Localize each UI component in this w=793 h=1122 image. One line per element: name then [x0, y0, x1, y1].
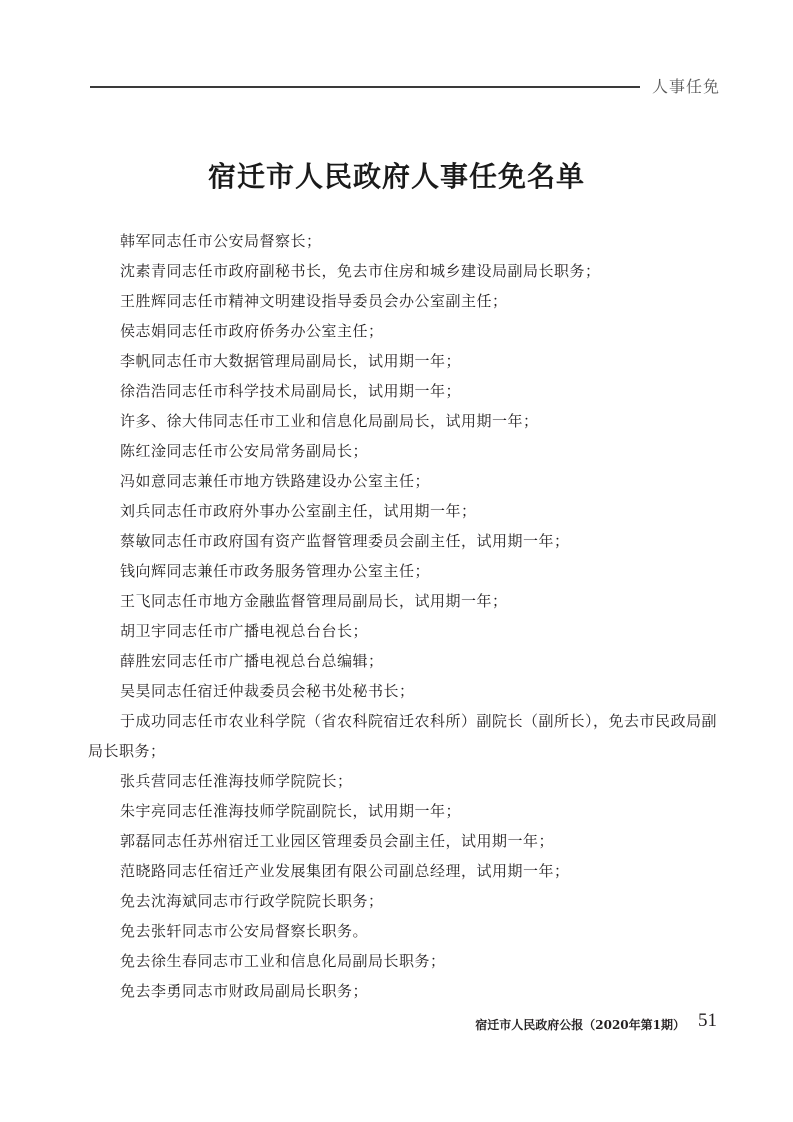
appointment-list [88, 226, 718, 1006]
list-item: 钱向辉同志兼任市政务服务管理办公室主任； [120, 562, 431, 580]
list-item: 侯志娟同志任市政府侨务办公室主任； [120, 322, 384, 340]
page-number: 51 [698, 1010, 717, 1031]
list-item: 免去李勇同志市财政局副局长职务； [120, 982, 369, 1000]
list-item: 免去徐生春同志市工业和信息化局副局长职务； [120, 952, 446, 970]
list-item: 李帆同志任市大数据管理局副局长，试用期一年； [120, 352, 462, 370]
list-item: 郭磊同志任苏州宿迁工业园区管理委员会副主任，试用期一年； [120, 832, 555, 850]
list-item: 胡卫宇同志任市广播电视总台台长； [120, 622, 369, 640]
publication-footer: 宿迁市人民政府公报（2020年第1期） [475, 1018, 685, 1032]
section-tag: 人事任免 [652, 77, 721, 96]
list-item: 范晓路同志任宿迁产业发展集团有限公司副总经理，试用期一年； [120, 862, 570, 880]
list-item: 王胜辉同志任市精神文明建设指导委员会办公室副主任； [120, 292, 508, 310]
list-item: 于成功同志任市农业科学院（省农科院宿迁农科所）副院长（副所长），免去市民政局副局长职务； [88, 712, 718, 760]
list-item: 免去沈海斌同志市行政学院院长职务； [120, 892, 384, 910]
list-item: 刘兵同志任市政府外事办公室副主任，试用期一年； [120, 502, 477, 520]
list-item: 免去张轩同志市公安局督察长职务。 [120, 922, 369, 940]
list-item: 薛胜宏同志任市广播电视总台总编辑； [120, 652, 384, 670]
list-item: 许多、徐大伟同志任市工业和信息化局副局长，试用期一年； [120, 412, 539, 430]
document-title: 宿迁市人民政府人事任免名单 [207, 160, 585, 193]
list-item: 冯如意同志兼任市地方铁路建设办公室主任； [120, 472, 431, 490]
list-item: 徐浩浩同志任市科学技术局副局长，试用期一年； [120, 382, 462, 400]
list-item: 朱宇亮同志任淮海技师学院副院长，试用期一年； [120, 802, 462, 820]
list-item: 韩军同志任市公安局督察长； [120, 232, 322, 250]
list-item: 王飞同志任市地方金融监督管理局副局长，试用期一年； [120, 592, 508, 610]
list-item: 吴昊同志任宿迁仲裁委员会秘书处秘书长； [120, 682, 415, 700]
list-item: 沈素青同志任市政府副秘书长，免去市住房和城乡建设局副局长职务； [120, 262, 601, 280]
list-item: 陈红淦同志任市公安局常务副局长； [120, 442, 369, 460]
header-rule [90, 86, 640, 88]
list-item: 张兵营同志任淮海技师学院院长； [120, 772, 353, 790]
list-item: 蔡敏同志任市政府国有资产监督管理委员会副主任，试用期一年； [120, 532, 570, 550]
